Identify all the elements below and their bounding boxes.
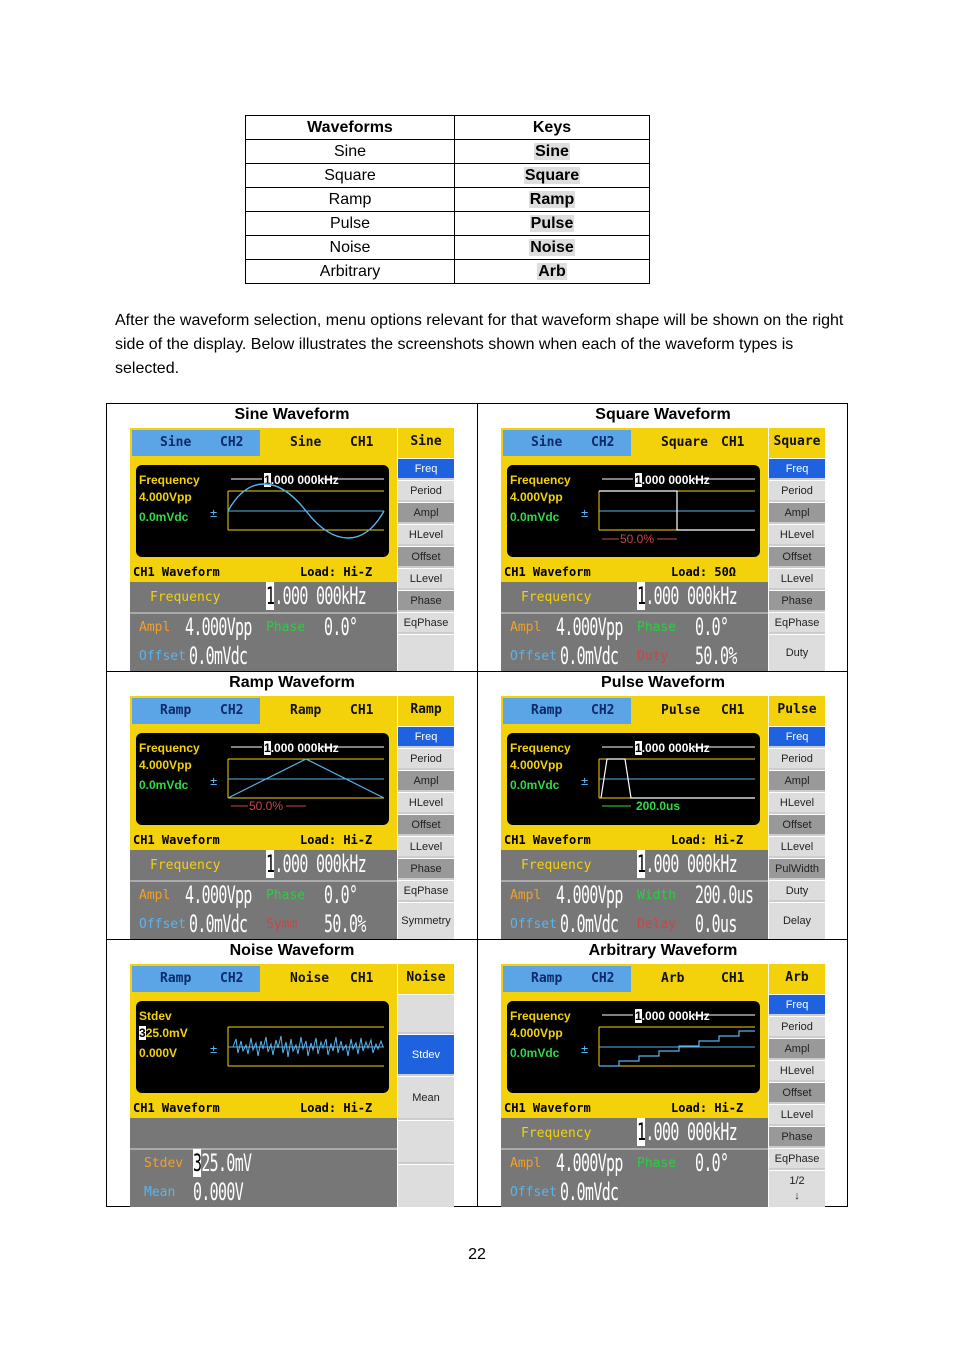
offset-label: Offset <box>139 917 186 932</box>
noise-screen <box>130 964 454 1207</box>
menu-offset[interactable]: Offset <box>769 1082 825 1102</box>
ch1-tab[interactable] <box>264 698 396 724</box>
freq-digits: .000 000kHz <box>641 473 710 487</box>
param-panel <box>501 1118 768 1207</box>
cursor-digit: 1 <box>264 741 271 755</box>
param-name: Stdev <box>139 1009 172 1023</box>
param-panel <box>501 850 768 939</box>
waveform-display <box>136 1001 389 1093</box>
menu-ampl[interactable]: Ampl <box>769 1038 825 1058</box>
key-label: Ramp <box>529 191 575 208</box>
offset-value[interactable]: 0.0mVdc <box>560 910 619 938</box>
arrow-down-icon: ↓ <box>794 1190 800 1202</box>
menu-hlevel[interactable]: HLevel <box>769 792 825 812</box>
key-label: Sine <box>535 143 569 160</box>
ch2-tab[interactable] <box>503 430 631 456</box>
offset-value[interactable]: 0.0mVdc <box>560 642 619 670</box>
menu-offset[interactable]: Offset <box>398 814 454 834</box>
cursor-digit: 1 <box>264 473 271 487</box>
offset-text: 0.0mVdc <box>510 1046 560 1060</box>
pulse-trace <box>507 733 760 825</box>
tab-channel: CH2 <box>220 435 244 450</box>
cursor-digit: 1 <box>635 473 642 487</box>
menu-ampl[interactable]: Ampl <box>398 502 454 522</box>
symm-label: Symm <box>266 917 298 932</box>
cursor-digit: 1 <box>266 850 275 878</box>
menu-period[interactable]: Period <box>398 480 454 500</box>
offset-text: 0.0mVdc <box>510 510 560 524</box>
side-menu <box>398 964 454 1207</box>
param-name: Frequency <box>139 741 200 755</box>
offset-value[interactable]: 0.0mVdc <box>560 1178 619 1206</box>
menu-eqphase[interactable]: EqPhase <box>769 1148 825 1168</box>
param-name: Frequency <box>139 473 200 487</box>
delay-label: Delay <box>637 917 677 932</box>
stdev-value[interactable] <box>193 1149 251 1177</box>
param-panel <box>130 850 397 939</box>
menu-freq[interactable]: Freq <box>769 994 825 1014</box>
menu-header: Noise <box>398 964 454 994</box>
menu-offset[interactable]: Offset <box>769 546 825 566</box>
tab-channel: CH1 <box>721 971 745 986</box>
cursor-digit: 1 <box>635 741 642 755</box>
freq-digits: .000 000kHz <box>645 582 738 610</box>
ampl-value[interactable]: 4.000Vpp <box>185 881 252 909</box>
menu-blank <box>398 994 454 1032</box>
menu-freq[interactable]: Freq <box>398 726 454 746</box>
param-panel <box>130 582 397 671</box>
table-row <box>246 212 650 236</box>
param-name: Frequency <box>510 473 571 487</box>
frequency-label: Frequency <box>521 1126 592 1141</box>
tab-channel: CH2 <box>220 703 244 718</box>
menu-eqphase[interactable]: EqPhase <box>398 612 454 632</box>
menu-freq[interactable]: Freq <box>398 458 454 478</box>
offset-label: Offset <box>510 649 557 664</box>
menu-hlevel[interactable]: HLevel <box>398 792 454 812</box>
amplitude-text: 4.000Vpp <box>139 490 192 504</box>
arb-trace <box>507 1001 760 1093</box>
menu-period[interactable]: Period <box>769 480 825 500</box>
square-cell <box>478 404 848 671</box>
load-label: Load: Hi-Z <box>300 565 373 579</box>
tab-channel: CH2 <box>591 971 615 986</box>
key-cell <box>455 212 650 236</box>
width-mark: 200.0us <box>636 799 681 813</box>
menu-period[interactable]: Period <box>398 748 454 768</box>
ramp-screen <box>130 696 454 939</box>
noise-cell <box>107 940 477 1207</box>
tab-channel: CH1 <box>350 435 374 450</box>
phase-value[interactable]: 0.0° <box>324 881 358 909</box>
menu-freq[interactable]: Freq <box>769 726 825 746</box>
menu-phase[interactable]: Phase <box>769 590 825 610</box>
waveform-cell: Arbitrary <box>246 260 455 284</box>
tab-waveform: Pulse <box>661 703 701 718</box>
offset-label: Offset <box>510 917 557 932</box>
offset-value[interactable]: 0.0mVdc <box>189 910 248 938</box>
channel-waveform-label: CH1 Waveform <box>133 565 220 579</box>
offset-label: Offset <box>139 649 186 664</box>
cell-title: Sine Waveform <box>234 406 350 423</box>
key-label: Arb <box>538 263 566 280</box>
offset-text: 0.0mVdc <box>139 510 189 524</box>
ch2-tab[interactable] <box>503 966 631 992</box>
load-label: Load: 50Ω <box>671 565 737 579</box>
menu-phase[interactable]: Phase <box>398 590 454 610</box>
tab-waveform: Noise <box>290 971 330 986</box>
width-value[interactable]: 200.0us <box>695 881 754 909</box>
table-row <box>246 140 650 164</box>
header-waveforms: Waveforms <box>246 116 455 140</box>
ampl-label: Ampl <box>510 620 542 635</box>
menu-header: Ramp <box>398 696 454 726</box>
menu-hlevel[interactable]: HLevel <box>769 1060 825 1080</box>
menu-ampl[interactable]: Ampl <box>398 770 454 790</box>
menu-llevel[interactable]: LLevel <box>398 836 454 856</box>
frequency-label: Frequency <box>150 590 221 605</box>
ampl-value[interactable]: 4.000Vpp <box>556 613 623 641</box>
frequency-value[interactable] <box>637 850 737 878</box>
waveform-keys-table <box>245 115 650 284</box>
menu-stdev[interactable]: Stdev <box>398 1034 454 1074</box>
ch2-tab[interactable] <box>132 698 260 724</box>
key-label: Pulse <box>530 215 574 232</box>
table-row <box>246 188 650 212</box>
tab-waveform: Arb <box>661 971 685 986</box>
phase-label: Phase <box>266 620 306 635</box>
phase-label: Phase <box>637 620 677 635</box>
duty-value[interactable]: 50.0% <box>695 642 737 670</box>
frequency-value[interactable] <box>266 582 366 610</box>
mean-value[interactable]: 0.000V <box>193 1178 244 1206</box>
cell-title: Arbitrary Waveform <box>588 942 738 959</box>
symmetry-mark: 50.0% <box>249 799 284 813</box>
square-trace <box>507 465 760 557</box>
cell-title: Square Waveform <box>595 406 731 423</box>
tab-waveform: Ramp <box>290 703 322 718</box>
menu-header: Sine <box>398 428 454 458</box>
ch1-tab[interactable] <box>635 698 767 724</box>
tab-channel: CH1 <box>721 435 745 450</box>
key-cell <box>455 164 650 188</box>
cursor-digit: 1 <box>266 582 275 610</box>
channel-bar <box>130 964 397 994</box>
sine-trace <box>136 465 389 557</box>
menu-llevel[interactable]: LLevel <box>769 836 825 856</box>
menu-header: Square <box>769 428 825 458</box>
svg-text:±: ± <box>581 1042 589 1056</box>
menu-offset[interactable]: Offset <box>769 814 825 834</box>
menu-hlevel[interactable]: HLevel <box>769 524 825 544</box>
menu-ampl[interactable]: Ampl <box>769 502 825 522</box>
duty-mark: 50.0% <box>620 532 655 546</box>
tab-waveform: Sine <box>160 435 192 450</box>
side-menu <box>769 696 825 939</box>
cursor-digit: 1 <box>637 850 646 878</box>
key-cell <box>455 188 650 212</box>
ampl-value[interactable]: 4.000Vpp <box>185 613 252 641</box>
cell-title: Pulse Waveform <box>601 674 725 691</box>
frequency-label: Frequency <box>521 590 592 605</box>
tab-waveform: Ramp <box>531 703 563 718</box>
channel-waveform-label: CH1 Waveform <box>504 1101 591 1115</box>
menu-period[interactable]: Period <box>769 748 825 768</box>
ampl-label: Ampl <box>510 888 542 903</box>
menu-period[interactable]: Period <box>769 1016 825 1036</box>
cell-title: Noise Waveform <box>229 942 355 959</box>
waveform-cell: Noise <box>246 236 455 260</box>
frequency-value[interactable] <box>637 582 737 610</box>
channel-bar <box>130 428 397 458</box>
table-header-row <box>246 116 650 140</box>
menu-pulwidth[interactable]: PulWidth <box>769 858 825 878</box>
page-number: 1/2 <box>789 1175 805 1187</box>
menu-eqphase[interactable]: EqPhase <box>398 880 454 900</box>
tab-channel: CH2 <box>591 435 615 450</box>
menu-symmetry[interactable]: Symmetry <box>398 902 454 939</box>
waveform-cell: Pulse <box>246 212 455 236</box>
freq-digits: .000 000kHz <box>274 582 367 610</box>
table-row <box>246 260 650 284</box>
symm-value[interactable]: 50.0% <box>324 910 366 938</box>
key-cell <box>455 236 650 260</box>
param-panel <box>501 582 768 671</box>
cursor-digit: 3 <box>193 1149 202 1177</box>
ch1-tab[interactable] <box>264 966 396 992</box>
table-row <box>246 236 650 260</box>
tab-waveform: Ramp <box>531 971 563 986</box>
menu-delay[interactable]: Delay <box>769 902 825 939</box>
offset-text: 0.0mVdc <box>510 778 560 792</box>
tab-waveform: Ramp <box>160 703 192 718</box>
waveform-display <box>507 1001 760 1093</box>
screenshot-grid <box>106 403 848 1207</box>
load-label: Load: Hi-Z <box>671 833 744 847</box>
side-menu <box>398 428 454 671</box>
ch2-tab[interactable] <box>132 966 260 992</box>
channel-bar <box>501 964 768 994</box>
key-label: Square <box>524 167 580 184</box>
channel-waveform-label: CH1 Waveform <box>504 833 591 847</box>
waveform-display <box>507 733 760 825</box>
ch1-tab[interactable] <box>635 430 767 456</box>
menu-page-indicator[interactable] <box>769 1170 825 1207</box>
menu-llevel[interactable]: LLevel <box>769 568 825 588</box>
channel-waveform-label: CH1 Waveform <box>133 1101 220 1115</box>
mean-label: Mean <box>144 1185 176 1200</box>
freq-digits: .000 000kHz <box>270 741 339 755</box>
freq-digits: .000 000kHz <box>645 850 738 878</box>
waveform-cell: Square <box>246 164 455 188</box>
menu-header: Arb <box>769 964 825 994</box>
stdev-digits: 25.0mV <box>145 1026 188 1040</box>
tab-channel: CH1 <box>721 703 745 718</box>
tab-channel: CH2 <box>220 971 244 986</box>
menu-eqphase[interactable]: EqPhase <box>769 612 825 632</box>
ch1-tab[interactable] <box>264 430 396 456</box>
amplitude-text: 4.000Vpp <box>510 1026 563 1040</box>
frequency-label: Frequency <box>521 858 592 873</box>
offset-label: Offset <box>510 1185 557 1200</box>
waveform-cell: Sine <box>246 140 455 164</box>
freq-digits: .000 000kHz <box>645 1118 738 1146</box>
waveform-cell: Ramp <box>246 188 455 212</box>
tab-waveform: Square <box>661 435 708 450</box>
description-paragraph: After the waveform selection, menu options relevant for that waveform shape will be shown on the right side of the display. Below illustrates the screenshots shown when each of the waveform types is selected. <box>115 312 844 377</box>
load-label: Load: Hi-Z <box>671 1101 744 1115</box>
panel-divider <box>130 1148 397 1150</box>
menu-phase[interactable]: Phase <box>398 858 454 878</box>
ramp-cell <box>107 672 477 939</box>
amplitude-text: 4.000Vpp <box>510 490 563 504</box>
ramp-trace <box>136 733 389 825</box>
svg-text:±: ± <box>210 1042 218 1056</box>
frequency-value[interactable] <box>637 1118 737 1146</box>
cursor-digit: 3 <box>139 1026 146 1040</box>
menu-freq[interactable]: Freq <box>769 458 825 478</box>
mean-text: 0.000V <box>139 1046 178 1060</box>
menu-blank <box>398 1164 454 1207</box>
menu-ampl[interactable]: Ampl <box>769 770 825 790</box>
menu-header: Pulse <box>769 696 825 726</box>
sine-screen <box>130 428 454 671</box>
channel-waveform-label: CH1 Waveform <box>133 833 220 847</box>
delay-value[interactable]: 0.0us <box>695 910 737 938</box>
freq-digits: .000 000kHz <box>641 741 710 755</box>
key-cell <box>455 260 650 284</box>
cursor-digit: 1 <box>635 1009 642 1023</box>
tab-channel: CH1 <box>350 703 374 718</box>
offset-text: 0.0mVdc <box>139 778 189 792</box>
param-panel <box>130 1118 397 1207</box>
svg-text:±: ± <box>210 774 218 788</box>
waveform-display <box>136 733 389 825</box>
freq-digits: .000 000kHz <box>641 1009 710 1023</box>
menu-mean[interactable]: Mean <box>398 1076 454 1118</box>
ampl-value[interactable]: 4.000Vpp <box>556 1149 623 1177</box>
menu-llevel[interactable]: LLevel <box>398 568 454 588</box>
waveform-display <box>507 465 760 557</box>
pulse-cell <box>478 672 848 939</box>
channel-bar <box>501 428 768 458</box>
svg-text:±: ± <box>210 506 218 520</box>
page-number: 22 <box>468 1246 486 1263</box>
channel-bar <box>501 696 768 726</box>
key-label: Noise <box>530 239 574 256</box>
svg-text:±: ± <box>581 774 589 788</box>
menu-blank <box>398 634 454 671</box>
tab-waveform: Sine <box>531 435 563 450</box>
ampl-label: Ampl <box>139 620 171 635</box>
pulse-screen <box>501 696 825 939</box>
stdev-label: Stdev <box>144 1156 184 1171</box>
ampl-label: Ampl <box>510 1156 542 1171</box>
channel-bar <box>130 696 397 726</box>
tab-waveform: Ramp <box>160 971 192 986</box>
duty-label: Duty <box>637 649 669 664</box>
phase-value[interactable]: 0.0° <box>324 613 358 641</box>
phase-value[interactable]: 0.0° <box>695 613 729 641</box>
cursor-digit: 1 <box>637 1118 646 1146</box>
amplitude-text: 4.000Vpp <box>139 758 192 772</box>
load-label: Load: Hi-Z <box>300 833 373 847</box>
menu-duty[interactable]: Duty <box>769 634 825 671</box>
menu-blank <box>398 1120 454 1162</box>
ch2-tab[interactable] <box>503 698 631 724</box>
offset-value[interactable]: 0.0mVdc <box>189 642 248 670</box>
phase-label: Phase <box>637 1156 677 1171</box>
ch2-tab[interactable] <box>132 430 260 456</box>
cursor-digit: 1 <box>637 582 646 610</box>
channel-waveform-label: CH1 Waveform <box>504 565 591 579</box>
stdev-digits: 25.0mV <box>201 1149 252 1177</box>
frequency-value[interactable] <box>266 850 366 878</box>
arb-screen <box>501 964 825 1207</box>
load-label: Load: Hi-Z <box>300 1101 373 1115</box>
menu-llevel[interactable]: LLevel <box>769 1104 825 1124</box>
noise-trace <box>136 1001 389 1093</box>
ampl-label: Ampl <box>139 888 171 903</box>
arb-cell <box>478 940 848 1207</box>
header-keys: Keys <box>455 116 650 140</box>
phase-value[interactable]: 0.0° <box>695 1149 729 1177</box>
tab-channel: CH2 <box>591 703 615 718</box>
ampl-value[interactable]: 4.000Vpp <box>556 881 623 909</box>
svg-text:±: ± <box>581 506 589 520</box>
frequency-label: Frequency <box>150 858 221 873</box>
menu-hlevel[interactable]: HLevel <box>398 524 454 544</box>
sine-cell <box>107 404 477 671</box>
amplitude-text: 4.000Vpp <box>510 758 563 772</box>
menu-phase[interactable]: Phase <box>769 1126 825 1146</box>
menu-duty[interactable]: Duty <box>769 880 825 900</box>
freq-digits: .000 000kHz <box>274 850 367 878</box>
side-menu <box>769 428 825 671</box>
side-menu <box>769 964 825 1207</box>
tab-channel: CH1 <box>350 971 374 986</box>
cell-title: Ramp Waveform <box>229 674 355 691</box>
side-menu <box>398 696 454 939</box>
freq-digits: .000 000kHz <box>270 473 339 487</box>
ch1-tab[interactable] <box>635 966 767 992</box>
table-row <box>246 164 650 188</box>
width-label: Width <box>637 888 677 903</box>
tab-waveform: Sine <box>290 435 322 450</box>
param-name: Frequency <box>510 1009 571 1023</box>
key-cell <box>455 140 650 164</box>
square-screen <box>501 428 825 671</box>
menu-offset[interactable]: Offset <box>398 546 454 566</box>
waveform-display <box>136 465 389 557</box>
param-name: Frequency <box>510 741 571 755</box>
phase-label: Phase <box>266 888 306 903</box>
